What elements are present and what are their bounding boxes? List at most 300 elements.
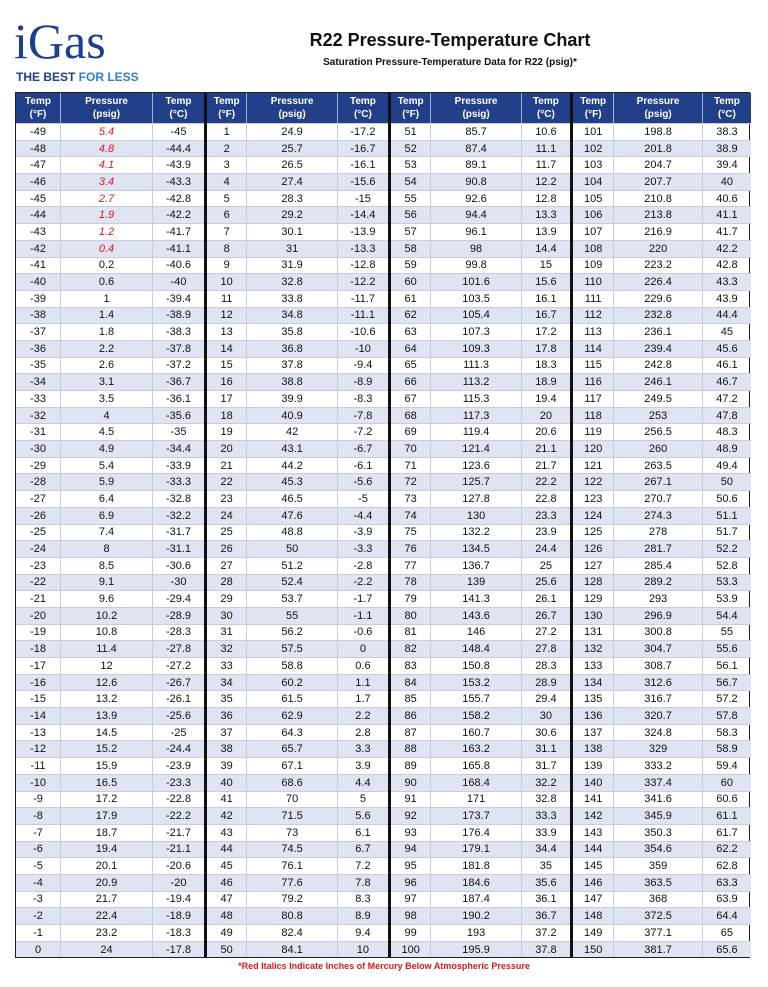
cell-temp-c: -10 xyxy=(337,341,388,357)
cell-temp-f: 72 xyxy=(404,476,417,489)
table-row xyxy=(573,457,751,474)
cell-temp-c: 16.7 xyxy=(521,308,570,324)
cell-pressure-psig: 267.1 xyxy=(613,474,702,490)
cell-temp-f: 12 xyxy=(220,309,233,322)
header-unit: (°F) xyxy=(29,109,47,120)
table-row xyxy=(16,373,204,390)
cell-temp-c: -4.4 xyxy=(337,508,388,524)
header-temp-c xyxy=(702,93,751,123)
table-row xyxy=(16,340,204,357)
cell-temp-c: 44.4 xyxy=(702,308,751,324)
cell-pressure-psig: 153.2 xyxy=(430,675,520,691)
header-unit: (psig) xyxy=(462,109,490,120)
table-row xyxy=(207,373,388,390)
cell-temp-c: -41.7 xyxy=(152,224,204,240)
cell-pressure-psig: 58.8 xyxy=(246,658,337,674)
cell-temp-c: -41.1 xyxy=(152,241,204,257)
table-column-group xyxy=(16,93,204,957)
cell-temp-f: -28 xyxy=(30,476,46,489)
cell-temp-c: 35 xyxy=(521,858,570,874)
cell-pressure-psig: 236.1 xyxy=(613,324,702,340)
table-row xyxy=(391,740,570,757)
cell-temp-f: 26 xyxy=(220,543,233,556)
cell-temp-c: -20.6 xyxy=(152,858,204,874)
cell-temp-f: -3 xyxy=(33,893,43,906)
cell-temp-f: 95 xyxy=(404,860,417,873)
table-row xyxy=(207,757,388,774)
table-row xyxy=(573,841,751,858)
cell-temp-c: 5 xyxy=(337,792,388,808)
table-row xyxy=(573,490,751,507)
cell-pressure-psig: 146 xyxy=(430,625,520,641)
cell-pressure-psig: 77.6 xyxy=(246,875,337,891)
cell-temp-c: 8.9 xyxy=(337,908,388,924)
table-row xyxy=(391,140,570,157)
cell-temp-c: 2.8 xyxy=(337,725,388,741)
cell-temp-f: 91 xyxy=(404,793,417,806)
cell-pressure-psig: 44.2 xyxy=(246,458,337,474)
cell-pressure-psig: 42 xyxy=(246,424,337,440)
cell-pressure-psig: 40.9 xyxy=(246,408,337,424)
table-row xyxy=(16,524,204,541)
cell-pressure-psig: 148.4 xyxy=(430,641,520,657)
cell-pressure-psig: 50 xyxy=(246,541,337,557)
table-row xyxy=(207,724,388,741)
cell-temp-f: 84 xyxy=(404,676,417,689)
cell-temp-c: -35 xyxy=(152,424,204,440)
table-row xyxy=(207,257,388,274)
cell-pressure-psig: 312.6 xyxy=(613,675,702,691)
cell-temp-c: 25.6 xyxy=(521,575,570,591)
cell-temp-f: 15 xyxy=(220,359,233,372)
cell-temp-c: -8.3 xyxy=(337,391,388,407)
cell-pressure-psig: 3.1 xyxy=(60,374,152,390)
cell-temp-c: 60.6 xyxy=(702,792,751,808)
cell-pressure-psig: 28.3 xyxy=(246,191,337,207)
cell-temp-f: 63 xyxy=(404,326,417,339)
cell-pressure-psig: 249.5 xyxy=(613,391,702,407)
cell-temp-f: 59 xyxy=(404,259,417,272)
cell-pressure-psig: 6.9 xyxy=(60,508,152,524)
cell-pressure-psig: 4.9 xyxy=(60,441,152,457)
cell-temp-c: 26.1 xyxy=(521,591,570,607)
cell-pressure-psig: 62.9 xyxy=(246,708,337,724)
table-row xyxy=(573,757,751,774)
cell-temp-c: 6.1 xyxy=(337,825,388,841)
cell-temp-f: -21 xyxy=(30,593,46,606)
table-row xyxy=(207,574,388,591)
table-row xyxy=(207,490,388,507)
table-row xyxy=(16,707,204,724)
cell-temp-f: 122 xyxy=(583,476,603,489)
cell-temp-f: -17 xyxy=(30,659,46,672)
table-row xyxy=(16,390,204,407)
cell-temp-c: 32.2 xyxy=(521,775,570,791)
cell-temp-c: 53.3 xyxy=(702,575,751,591)
table-row xyxy=(16,307,204,324)
header-unit: (°C) xyxy=(536,109,555,120)
cell-temp-c: -2.8 xyxy=(337,558,388,574)
cell-pressure-psig: 163.2 xyxy=(430,741,520,757)
cell-pressure-psig: 136.7 xyxy=(430,558,520,574)
cell-temp-c: 19.4 xyxy=(521,391,570,407)
cell-pressure-psig: 15.9 xyxy=(60,758,152,774)
cell-temp-f: 146 xyxy=(583,876,603,889)
table-row xyxy=(16,690,204,707)
cell-pressure-psig: 82.4 xyxy=(246,925,337,941)
cell-pressure-psig: 89.1 xyxy=(430,157,520,173)
cell-pressure-psig: 2.6 xyxy=(60,358,152,374)
cell-temp-f: 31 xyxy=(220,626,233,639)
cell-pressure-psig: 23.2 xyxy=(60,925,152,941)
cell-temp-f: 7 xyxy=(223,225,230,238)
cell-pressure-psig: 21.7 xyxy=(60,892,152,908)
cell-pressure-psig: 160.7 xyxy=(430,725,520,741)
cell-temp-f: 43 xyxy=(220,826,233,839)
table-row xyxy=(573,340,751,357)
cell-temp-c: -18.9 xyxy=(152,908,204,924)
cell-temp-c: 7.2 xyxy=(337,858,388,874)
table-row xyxy=(573,640,751,657)
cell-pressure-psig: 281.7 xyxy=(613,541,702,557)
table-row xyxy=(391,540,570,557)
cell-temp-c: -36.7 xyxy=(152,374,204,390)
cell-temp-f: -31 xyxy=(30,426,46,439)
table-row xyxy=(16,357,204,374)
table-row xyxy=(391,607,570,624)
cell-temp-c: 46.1 xyxy=(702,358,751,374)
table-row xyxy=(16,123,204,140)
table-row xyxy=(391,690,570,707)
header-temp-f xyxy=(391,93,430,123)
table-row xyxy=(573,674,751,691)
cell-pressure-psig: 60.2 xyxy=(246,675,337,691)
cell-temp-f: 4 xyxy=(223,175,230,188)
cell-temp-f: -37 xyxy=(30,326,46,339)
cell-pressure-psig: 71.5 xyxy=(246,808,337,824)
cell-temp-f: 100 xyxy=(401,943,420,956)
cell-pressure-psig: 22.4 xyxy=(60,908,152,924)
table-row xyxy=(207,423,388,440)
cell-temp-c: -27.2 xyxy=(152,658,204,674)
cell-pressure-psig: 105.4 xyxy=(430,308,520,324)
cell-pressure-psig: 256.5 xyxy=(613,424,702,440)
cell-temp-f: -18 xyxy=(30,643,46,656)
cell-pressure-psig: 5.4 xyxy=(60,458,152,474)
cell-pressure-psig: 38.8 xyxy=(246,374,337,390)
cell-temp-c: 37.2 xyxy=(521,925,570,941)
cell-temp-c: -22.8 xyxy=(152,792,204,808)
cell-pressure-psig: 103.5 xyxy=(430,291,520,307)
header-pressure-psig xyxy=(613,93,702,123)
cell-temp-c: 43.3 xyxy=(702,274,751,290)
table-row xyxy=(16,323,204,340)
cell-temp-f: 37 xyxy=(220,726,233,739)
cell-pressure-psig: 76.1 xyxy=(246,858,337,874)
cell-temp-f: 87 xyxy=(404,726,417,739)
table-row xyxy=(16,657,204,674)
cell-pressure-psig: 1 xyxy=(60,291,152,307)
table-row xyxy=(391,857,570,874)
cell-temp-f: 128 xyxy=(583,576,603,589)
cell-temp-c: -5.6 xyxy=(337,474,388,490)
cell-temp-f: 23 xyxy=(220,492,233,505)
cell-pressure-psig: 8.5 xyxy=(60,558,152,574)
cell-pressure-psig: 13.2 xyxy=(60,691,152,707)
table-row xyxy=(16,540,204,557)
cell-pressure-psig: 12 xyxy=(60,658,152,674)
cell-pressure-psig: 90.8 xyxy=(430,174,520,190)
cell-temp-c: 56.1 xyxy=(702,658,751,674)
table-row xyxy=(573,707,751,724)
cell-pressure-psig: 27.4 xyxy=(246,174,337,190)
cell-pressure-psig: 11.4 xyxy=(60,641,152,657)
cell-temp-c: -21.7 xyxy=(152,825,204,841)
cell-pressure-psig: 15.2 xyxy=(60,741,152,757)
table-row xyxy=(16,423,204,440)
cell-pressure-psig: 4.5 xyxy=(60,424,152,440)
logo-wordmark: iGas xyxy=(14,13,106,69)
table-row xyxy=(573,657,751,674)
cell-temp-f: -15 xyxy=(30,693,46,706)
cell-temp-c: -38.3 xyxy=(152,324,204,340)
cell-temp-f: 138 xyxy=(583,743,603,756)
cell-temp-c: 51.7 xyxy=(702,525,751,541)
table-row xyxy=(391,707,570,724)
table-row xyxy=(16,841,204,858)
cell-pressure-psig: 239.4 xyxy=(613,341,702,357)
table-row xyxy=(207,323,388,340)
cell-temp-c: 11.1 xyxy=(521,141,570,157)
table-row xyxy=(573,791,751,808)
cell-temp-c: 58.9 xyxy=(702,741,751,757)
cell-temp-f: 106 xyxy=(583,209,603,222)
table-row xyxy=(207,857,388,874)
cell-pressure-psig: 359 xyxy=(613,858,702,874)
cell-pressure-psig: 285.4 xyxy=(613,558,702,574)
cell-pressure-psig: 98 xyxy=(430,241,520,257)
cell-temp-f: 111 xyxy=(584,292,602,305)
table-row xyxy=(207,607,388,624)
cell-temp-c: 47.2 xyxy=(702,391,751,407)
table-row xyxy=(16,607,204,624)
cell-pressure-psig: 20.1 xyxy=(60,858,152,874)
cell-temp-c: 17.2 xyxy=(521,324,570,340)
cell-pressure-psig: 34.8 xyxy=(246,308,337,324)
cell-temp-c: 3.9 xyxy=(337,758,388,774)
cell-temp-c: -25.6 xyxy=(152,708,204,724)
cell-temp-f: 48 xyxy=(220,910,233,923)
cell-temp-f: 143 xyxy=(583,826,603,839)
cell-temp-f: 141 xyxy=(583,793,603,806)
cell-temp-c: -18.3 xyxy=(152,925,204,941)
cell-temp-c: 53.9 xyxy=(702,591,751,607)
cell-temp-f: 18 xyxy=(220,409,233,422)
cell-temp-c: -29.4 xyxy=(152,591,204,607)
cell-pressure-psig: 0.6 xyxy=(60,274,152,290)
cell-pressure-psig: 2.7 xyxy=(60,191,152,207)
cell-temp-f: -19 xyxy=(30,626,46,639)
table-row xyxy=(573,390,751,407)
cell-temp-f: -35 xyxy=(30,359,46,372)
table-row xyxy=(16,907,204,924)
cell-temp-f: 147 xyxy=(583,893,603,906)
cell-pressure-psig: 130 xyxy=(430,508,520,524)
cell-temp-f: 46 xyxy=(220,876,233,889)
cell-temp-f: 137 xyxy=(583,726,603,739)
table-row xyxy=(16,240,204,257)
cell-temp-c: -26.7 xyxy=(152,675,204,691)
cell-temp-f: 102 xyxy=(583,142,603,155)
table-row xyxy=(573,240,751,257)
table-row xyxy=(16,857,204,874)
cell-temp-c: 50.6 xyxy=(702,491,751,507)
cell-pressure-psig: 220 xyxy=(613,241,702,257)
table-row xyxy=(391,307,570,324)
cell-temp-f: -1 xyxy=(33,926,43,939)
cell-temp-c: 36.1 xyxy=(521,892,570,908)
cell-temp-c: 5.6 xyxy=(337,808,388,824)
cell-temp-f: 148 xyxy=(583,910,603,923)
cell-temp-f: -38 xyxy=(30,309,46,322)
cell-temp-f: 53 xyxy=(404,159,417,172)
cell-temp-c: -43.9 xyxy=(152,157,204,173)
cell-pressure-psig: 193 xyxy=(430,925,520,941)
cell-temp-c: -11.7 xyxy=(337,291,388,307)
cell-temp-c: 35.6 xyxy=(521,875,570,891)
cell-temp-c: 57.8 xyxy=(702,708,751,724)
table-row xyxy=(207,674,388,691)
table-row xyxy=(573,373,751,390)
cell-temp-c: 21.7 xyxy=(521,458,570,474)
cell-temp-c: -3.9 xyxy=(337,525,388,541)
cell-temp-c: -33.9 xyxy=(152,458,204,474)
table-row xyxy=(391,524,570,541)
table-row xyxy=(391,574,570,591)
header-temp-c xyxy=(152,93,204,123)
table-row xyxy=(391,640,570,657)
table-row xyxy=(16,724,204,741)
cell-temp-c: 58.3 xyxy=(702,725,751,741)
table-row xyxy=(16,757,204,774)
cell-temp-c: -32.2 xyxy=(152,508,204,524)
cell-pressure-psig: 4.1 xyxy=(60,157,152,173)
cell-temp-f: -43 xyxy=(30,225,46,238)
cell-temp-f: 19 xyxy=(220,426,233,439)
table-row xyxy=(391,791,570,808)
table-row xyxy=(207,123,388,140)
cell-pressure-psig: 368 xyxy=(613,892,702,908)
cell-temp-c: -11.1 xyxy=(337,308,388,324)
cell-temp-f: 77 xyxy=(404,559,417,572)
cell-temp-f: -7 xyxy=(33,826,43,839)
cell-temp-c: 21.1 xyxy=(521,441,570,457)
cell-temp-c: 37.8 xyxy=(521,942,570,958)
cell-pressure-psig: 10.2 xyxy=(60,608,152,624)
cell-temp-c: 62.8 xyxy=(702,858,751,874)
cell-temp-c: 56.7 xyxy=(702,675,751,691)
cell-temp-f: 73 xyxy=(404,492,417,505)
cell-pressure-psig: 337.4 xyxy=(613,775,702,791)
cell-temp-c: 51.1 xyxy=(702,508,751,524)
cell-temp-f: 76 xyxy=(404,543,417,556)
cell-temp-c: 22.8 xyxy=(521,491,570,507)
table-row xyxy=(207,891,388,908)
cell-temp-c: 8.3 xyxy=(337,892,388,908)
table-row xyxy=(573,473,751,490)
cell-temp-c: 13.3 xyxy=(521,207,570,223)
cell-temp-f: -27 xyxy=(30,492,46,505)
cell-temp-f: 120 xyxy=(583,442,603,455)
table-row xyxy=(573,624,751,641)
cell-temp-f: -4 xyxy=(33,876,43,889)
table-row xyxy=(207,791,388,808)
table-row xyxy=(16,941,204,958)
table-row xyxy=(391,624,570,641)
header-unit: (psig) xyxy=(278,109,306,120)
cell-pressure-psig: 181.8 xyxy=(430,858,520,874)
cell-pressure-psig: 210.8 xyxy=(613,191,702,207)
cell-temp-f: 25 xyxy=(220,526,233,539)
cell-temp-c: -7.8 xyxy=(337,408,388,424)
table-row xyxy=(573,290,751,307)
cell-temp-f: -23 xyxy=(30,559,46,572)
cell-temp-c: 65.6 xyxy=(702,942,751,958)
cell-temp-f: -8 xyxy=(33,810,43,823)
cell-temp-c: -33.3 xyxy=(152,474,204,490)
table-row xyxy=(573,307,751,324)
cell-temp-c: -26.1 xyxy=(152,691,204,707)
cell-temp-f: 68 xyxy=(404,409,417,422)
cell-temp-f: 39 xyxy=(220,759,233,772)
cell-temp-c: -24.4 xyxy=(152,741,204,757)
cell-pressure-psig: 68.6 xyxy=(246,775,337,791)
cell-pressure-psig: 26.5 xyxy=(246,157,337,173)
cell-pressure-psig: 260 xyxy=(613,441,702,457)
cell-temp-c: -14.4 xyxy=(337,207,388,223)
header-unit: (°F) xyxy=(402,109,420,120)
table-row xyxy=(391,440,570,457)
cell-pressure-psig: 274.3 xyxy=(613,508,702,524)
cell-temp-f: 38 xyxy=(220,743,233,756)
cell-pressure-psig: 87.4 xyxy=(430,141,520,157)
table-row xyxy=(573,156,751,173)
cell-temp-c: 36.7 xyxy=(521,908,570,924)
cell-pressure-psig: 31 xyxy=(246,241,337,257)
cell-pressure-psig: 85.7 xyxy=(430,124,520,140)
cell-temp-f: 88 xyxy=(404,743,417,756)
cell-temp-f: -29 xyxy=(30,459,46,472)
table-row xyxy=(207,690,388,707)
cell-temp-c: -23.9 xyxy=(152,758,204,774)
cell-temp-f: 58 xyxy=(404,242,417,255)
cell-pressure-psig: 150.8 xyxy=(430,658,520,674)
cell-pressure-psig: 5.4 xyxy=(60,124,152,140)
cell-temp-c: -17.8 xyxy=(152,942,204,958)
header-pressure-psig xyxy=(430,93,520,123)
table-row xyxy=(207,557,388,574)
table-row xyxy=(391,323,570,340)
cell-temp-c: 50 xyxy=(702,474,751,490)
cell-pressure-psig: 3.5 xyxy=(60,391,152,407)
cell-temp-f: -10 xyxy=(30,776,46,789)
header-label: Pressure xyxy=(270,96,314,107)
cell-pressure-psig: 242.8 xyxy=(613,358,702,374)
cell-pressure-psig: 14.5 xyxy=(60,725,152,741)
cell-temp-f: -46 xyxy=(30,175,46,188)
table-row xyxy=(573,123,751,140)
cell-pressure-psig: 341.6 xyxy=(613,792,702,808)
